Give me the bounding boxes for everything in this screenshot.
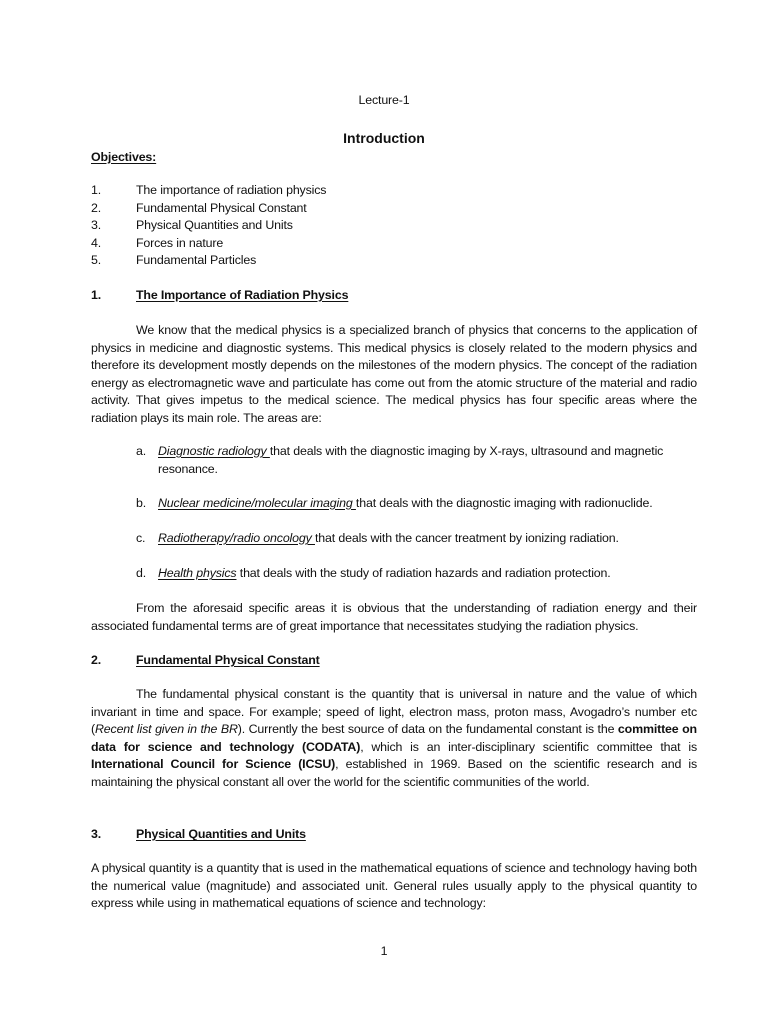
objective-item: Forces in nature [136,236,224,250]
objective-item: Physical Quantities and Units [136,218,293,232]
page-title: Introduction [343,130,425,146]
section-heading: Physical Quantities and Units [136,827,306,841]
objective-item: Fundamental Particles [136,253,257,267]
paragraph [91,600,697,635]
section-heading: The Importance of Radiation Physics [136,288,349,302]
section-heading: Fundamental Physical Constant [136,653,320,667]
section-number: 3. [91,827,102,841]
objective-number: 2. [91,201,102,215]
area-term: Health physics [158,566,237,580]
objective-number: 5. [91,253,102,267]
area-item [158,495,698,513]
objective-number: 3. [91,218,102,232]
area-letter: b. [136,496,147,510]
area-term: Diagnostic radiology [158,444,270,458]
paragraph-text [91,686,697,791]
area-letter: a. [136,444,147,458]
area-letter: d. [136,566,147,580]
section-number: 2. [91,653,102,667]
area-description: that deals with the diagnostic imaging with radionuclide. [355,496,653,510]
objective-item: The importance of radiation physics [136,183,327,197]
text-run: , established in 1969. Based on the scientific research and is maintaining the physical constant all over the world for the scientific communities of the world. [91,757,698,789]
objective-number: 1. [91,183,102,197]
text-run: The fundamental physical constant is the quantity that is universal in nature and the value of which invariant in time and space. For example; speed of light, electron mass, proton mass, Avogadro’s number etc ( [91,687,697,736]
italic-text: Recent list given in the BR [94,722,238,736]
area-term: Nuclear medicine/molecular imaging [158,496,356,510]
bold-text: committee on data for science and technology (CODATA) [91,722,697,754]
area-description: that deals with the cancer treatment by ionizing radiation. [314,531,619,545]
paragraph [91,860,697,913]
paragraph-text: From the aforesaid specific areas it is obvious that the understanding of radiation energy and their associated fundamental terms are of great importance that necessitates studying the radiation physics. [91,601,697,633]
text-run: , which is an inter-disciplinary scientific committee that is [360,739,697,754]
area-item [158,530,698,548]
lecture-label: Lecture-1 [358,93,410,107]
objectives-heading: Objectives: [91,150,157,164]
text-run: ). Currently the best source of data on the fundamental constant is the [237,722,618,736]
area-item [158,565,698,583]
objective-item: Fundamental Physical Constant [136,201,307,215]
area-term: Radiotherapy/radio oncology [158,531,315,545]
bold-text: International Council for Science (ICSU) [91,757,336,771]
paragraph-text: A physical quantity is a quantity that is used in the mathematical equations of science and technology having both the numerical value (magnitude) and associated unit. General rules usually apply to the physical quantity to express while using in mathematical equations of science and technology: [91,861,697,910]
paragraph [91,686,697,791]
area-description: that deals with the study of radiation hazards and radiation protection. [236,566,611,580]
objective-number: 4. [91,236,102,250]
area-item [158,443,698,478]
page-number: 1 [380,944,388,958]
paragraph [91,322,697,427]
paragraph-text: We know that the medical physics is a specialized branch of physics that concerns to the application of physics in medicine and diagnostic systems. This medical physics is closely related to the modern physics and therefore its development mostly depends on the milestones of the modern physics. The concept of the radiation energy as electromagnetic wave and particulate has come out from the atomic structure of the material and radio activity. That gives impetus to the medical science. The medical physics has four specific areas where the radiation plays its main role. The areas are: [91,323,697,425]
area-letter: c. [136,531,146,545]
area-description: that deals with the diagnostic imaging by X-rays, ultrasound and magnetic resonance. [158,444,664,476]
section-number: 1. [91,288,102,302]
